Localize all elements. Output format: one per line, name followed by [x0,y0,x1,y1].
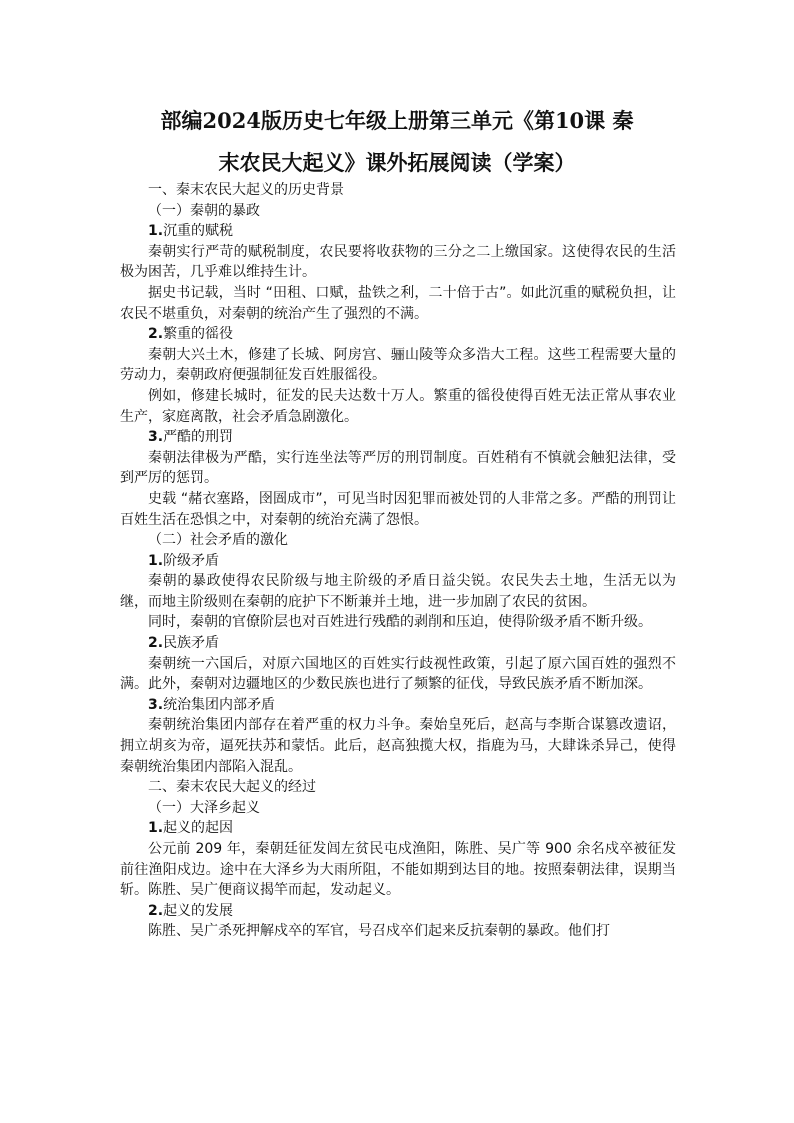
item-number: 2. [148,635,164,652]
item-heading [120,818,676,839]
item-title: 民族矛盾 [163,635,220,652]
subsection-heading: （二）社会矛盾的激化 [148,532,288,549]
paragraph: 同时，秦朝的官僚阶层也对百姓进行残酷的剥削和压迫，使得阶级矛盾不断升级。 [148,614,652,631]
subsection-heading: （一）大泽乡起义 [148,799,260,816]
paragraph: 秦朝的暴政使得农民阶级与地主阶级的矛盾日益尖锐。农民失去土地，生活无以为继，而地主阶级则在秦朝的庇护下不断兼并土地，进一步加剧了农民的贫困。 [120,573,676,610]
document-title [112,100,682,184]
item-number: 3. [148,429,164,446]
item-heading [120,324,676,345]
item-number: 2. [148,902,164,919]
item-number: 2. [148,326,164,343]
paragraph: 例如，修建长城时，征发的民夫达数十万人。繁重的徭役使得百姓无法正常从事农业生产，家庭离散，社会矛盾急剧激化。 [120,387,676,425]
paragraph: 公元前 209 年，秦朝廷征发闾左贫民屯戍渔阳，陈胜、吴广等 900 余名戍卒被征发前往渔阳戍边。途中在大泽乡为大雨所阻，不能如期到达目的地。按照秦朝法律，误期当斩。陈胜、吴广便商议揭竿而起，发动起义。 [120,841,676,899]
section-heading: 二、秦末农民大起义的经过 [148,779,316,796]
item-title: 繁重的徭役 [163,326,234,343]
item-title: 统治集团内部矛盾 [163,696,276,713]
paragraph: 据史书记载，当时 “田租、口赋，盐铁之利，二十倍于古”。如此沉重的赋税负担，让农民不堪重负，对秦朝的统治产生了强烈的不满。 [120,284,676,322]
item-title: 起义的发展 [163,902,234,919]
item-number: 1. [148,223,164,240]
item-heading [120,633,676,654]
item-number: 3. [148,696,164,713]
item-title: 严酷的刑罚 [163,429,234,446]
paragraph: 陈胜、吴广杀死押解戍卒的军官，号召戍卒们起来反抗秦朝的暴政。他们打 [148,923,610,940]
section-heading: 一、秦末农民大起义的历史背景 [148,182,344,198]
paragraph: 秦朝大兴土木，修建了长城、阿房宫、骊山陵等众多浩大工程。这些工程需要大量的劳动力，秦朝政府便强制征发百姓服徭役。 [120,346,676,384]
item-title: 起义的起因 [163,820,234,837]
paragraph: 史载 “赭衣塞路，囹圄成市”，可见当时因犯罪而被处罚的人非常之多。严酷的刑罚让百姓生活在恐惧之中，对秦朝的统治充满了怨恨。 [120,490,676,528]
item-heading [120,901,676,922]
item-heading [120,221,676,242]
item-heading [120,695,676,716]
item-number: 1. [148,552,164,569]
item-heading [120,427,676,448]
paragraph: 秦朝法律极为严酷，实行连坐法等严厉的刑罚制度。百姓稍有不慎就会触犯法律，受到严厉的惩罚。 [120,449,676,487]
paragraph: 秦朝实行严苛的赋税制度，农民要将收获物的三分之二上缴国家。这使得农民的生活极为困苦，几乎难以维持生计。 [120,243,676,281]
item-heading [120,551,676,572]
item-title: 沉重的赋税 [163,223,234,240]
paragraph: 秦朝统治集团内部存在着严重的权力斗争。秦始皇死后，赵高与李斯合谋篡改遗诏，拥立胡亥为帝，逼死扶苏和蒙恬。此后，赵高独揽大权，指鹿为马，大肆诛杀异己，使得秦朝统治集团内部陷入混乱。 [120,717,676,775]
paragraph: 秦朝统一六国后，对原六国地区的百姓实行歧视性政策，引起了原六国百姓的强烈不满。此外，秦朝对边疆地区的少数民族也进行了频繁的征伐，导致民族矛盾不断加深。 [120,655,676,693]
document-body [120,180,676,942]
item-number: 1. [148,820,164,837]
title-line-2: 末农民大起义》课外拓展阅读（学案） [218,150,576,175]
item-title: 阶级矛盾 [163,552,220,569]
title-line-1: 部编2024版历史七年级上册第三单元《第10课 秦 [160,108,634,133]
subsection-heading: （一）秦朝的暴政 [148,202,260,219]
